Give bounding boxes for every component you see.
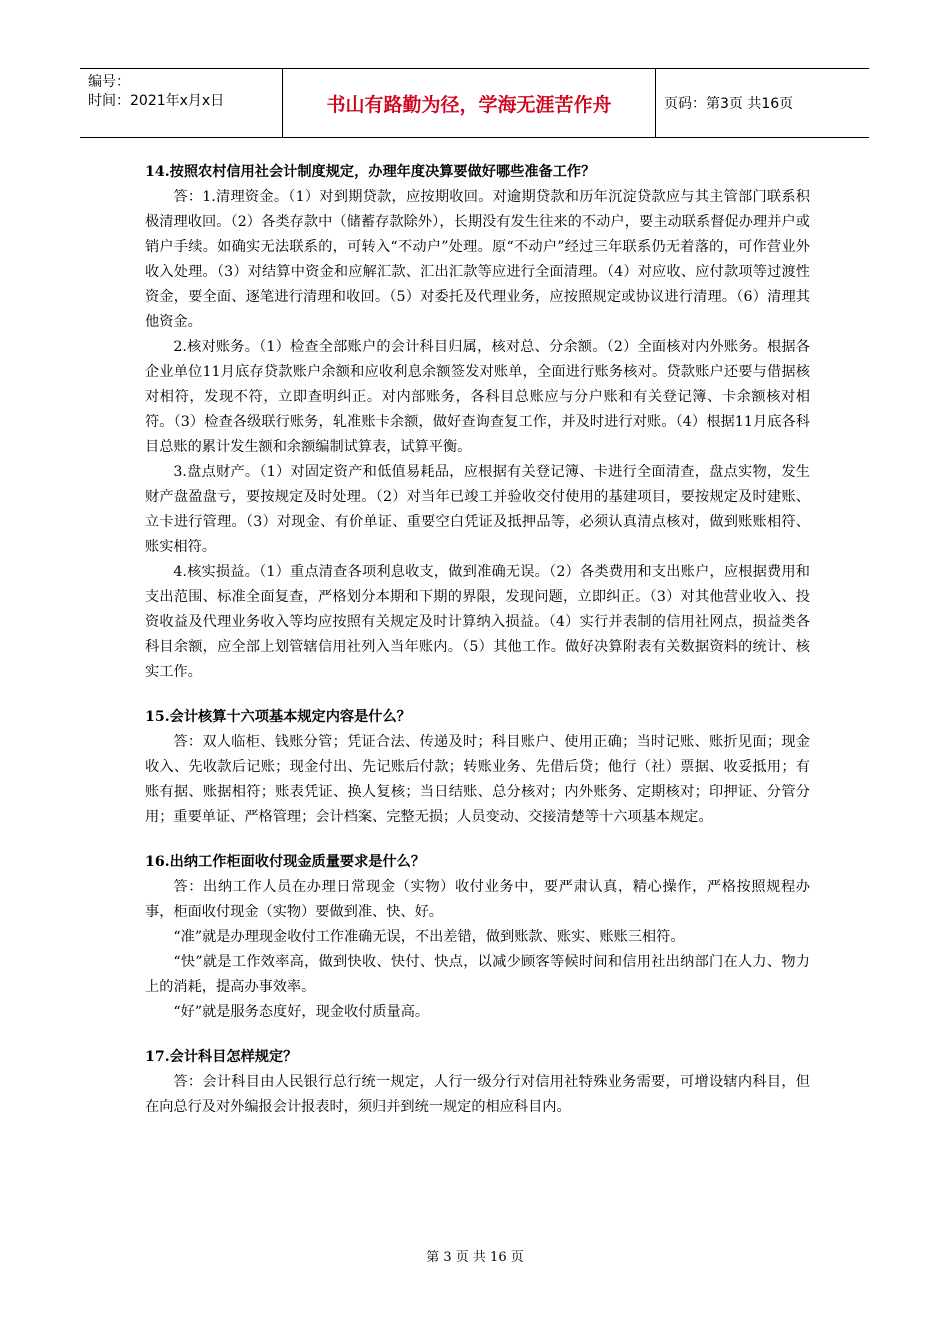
answer-paragraph: 答：会计科目由人民银行总行统一规定，人行一级分行对信用社特殊业务需要，可增设辖内科目，但在向总行及对外编报会计报表时，须归并到统一规定的相应科目内。 <box>145 1074 810 1115</box>
section-15 <box>145 705 810 830</box>
answer-paragraph: 4.核实损益。（1）重点清查各项利息收支，做到准确无误。（2）各类费用和支出账户，应根据费用和支出范围、标准全面复查，严格划分本期和下期的界限，发现问题，立即纠正。（3）对其他营业收入、投资收益及代理业务收入等均应按照有关规定及时计算纳入损益。（4）实行并表制的信用社网点，损益类各科目余额，应全部上划管辖信用社列入当年账内。（5）其他工作。做好决算附表有关数据资料的统计、核实工作。 <box>145 564 810 680</box>
header-motto: 书山有路勤为径，学海无涯苦作舟 <box>282 69 656 137</box>
question-heading: 14.按照农村信用社会计制度规定，办理年度决算要做好哪些准备工作？ <box>145 164 596 180</box>
question-heading: 15.会计核算十六项基本规定内容是什么？ <box>145 709 411 725</box>
answer-paragraph: 答：出纳工作人员在办理日常现金（实物）收付业务中，要严肃认真，精心操作，严格按照规程办事，柜面收付现金（实物）要做到准、快、好。 <box>145 879 810 920</box>
answer-paragraph: “好”就是服务态度好，现金收付质量高。 <box>173 1004 430 1020</box>
question-heading: 17.会计科目怎样规定？ <box>145 1049 298 1065</box>
header-page-label: 页码：第3页 共16页 <box>664 96 794 112</box>
time-label: 时间：2021年x月x日 <box>88 93 225 109</box>
answer-paragraph: 答：1.清理资金。（1）对到期贷款，应按期收回。对逾期贷款和历年沉淀贷款应与其主管部门联系积极清理收回。（2）各类存款中（储蓄存款除外），长期没有发生往来的不动户，要主动联系督促办理并户或销户手续。如确实无法联系的，可转入“不动户”处理。原“不动户”经过三年联系仍无着落的，可作营业外收入处理。（3）对结算中资金和应解汇款、汇出汇款等应进行全面清理。（4）对应收、应付款项等过渡性资金，要全面、逐笔进行清理和收回。（5）对委托及代理业务，应按照规定或协议进行清理。（6）清理其他资金。 <box>145 189 810 330</box>
answer-paragraph: 答：双人临柜、钱账分管；凭证合法、传递及时；科目账户、使用正确；当时记账、账折见面；现金收入、先收款后记账；现金付出、先记账后付款；转账业务、先借后贷；他行（社）票据、收妥抵用；有账有据、账据相符；账表凭证、换人复核；当日结账、总分核对；内外账务、定期核对；印押证、分管分用；重要单证、严格管理；会计档案、完整无损；人员变动、交接清楚等十六项基本规定。 <box>145 734 810 825</box>
page-footer: 第 3 页 共 16 页 <box>426 1250 524 1265</box>
question-heading: 16.出纳工作柜面收付现金质量要求是什么？ <box>145 854 426 870</box>
answer-paragraph: “准”就是办理现金收付工作准确无误，不出差错，做到账款、账实、账账三相符。 <box>173 929 685 945</box>
section-16 <box>145 850 810 1025</box>
document-body <box>145 160 810 1140</box>
section-17 <box>145 1045 810 1120</box>
page-header <box>80 68 869 138</box>
header-info <box>80 69 282 137</box>
answer-paragraph: 2.核对账务。（1）检查全部账户的会计科目归属，核对总、分余额。（2）全面核对内外账务。根据各企业单位11月底存贷款账户余额和应收利息余额签发对账单，全面进行账务核对。贷款账户还要与借据核对相符，发现不符，立即查明纠正。对内部账务，各科目总账应与分户账和有关登记簿、卡余额核对相符。（3）检查各级联行账务，轧准账卡余额，做好查询查复工作，并及时进行对账。（4）根据11月底各科目总账的累计发生额和余额编制试算表，试算平衡。 <box>145 339 810 455</box>
number-label: 编号： <box>88 74 130 90</box>
section-14 <box>145 160 810 685</box>
answer-paragraph: “快”就是工作效率高，做到快收、快付、快点，以减少顾客等候时间和信用社出纳部门在人力、物力上的消耗，提高办事效率。 <box>145 954 810 995</box>
answer-paragraph: 3.盘点财产。（1）对固定资产和低值易耗品，应根据有关登记簿、卡进行全面清查，盘点实物，发生财产盘盈盘亏，要按规定及时处理。（2）对当年已竣工并验收交付使用的基建项目，要按规定及时建账、立卡进行管理。（3）对现金、有价单证、重要空白凭证及抵押品等，必须认真清点核对，做到账账相符、账实相符。 <box>145 464 810 555</box>
